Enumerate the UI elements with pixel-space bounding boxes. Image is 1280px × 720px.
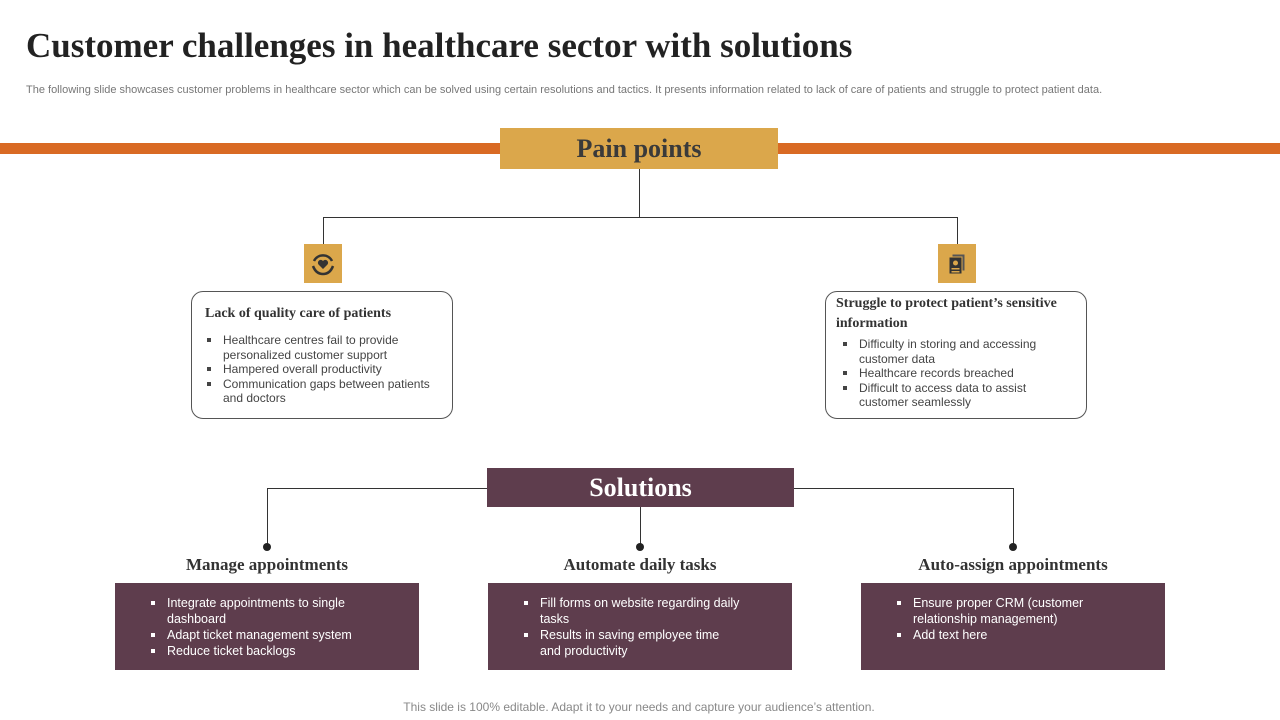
solution-title: Auto-assign appointments bbox=[918, 555, 1108, 574]
connector-line bbox=[323, 217, 958, 218]
solution-list bbox=[522, 595, 742, 659]
connector-line bbox=[267, 488, 268, 547]
list-item: Add text here bbox=[895, 627, 1115, 643]
list-item: Difficult to access data to assist customer seamlessly bbox=[841, 381, 1074, 410]
list-item: Reduce ticket backlogs bbox=[149, 643, 379, 659]
connector-line bbox=[639, 169, 640, 218]
list-item: Healthcare centres fail to provide personalized customer support bbox=[205, 333, 440, 362]
connector-dot bbox=[636, 543, 644, 551]
solution-box-manage bbox=[115, 583, 419, 670]
solution-box-automate bbox=[488, 583, 792, 670]
solution-list bbox=[895, 595, 1115, 643]
pain-point-list bbox=[205, 333, 440, 406]
list-item: Adapt ticket management system bbox=[149, 627, 379, 643]
connector-line bbox=[267, 488, 487, 489]
connector-line bbox=[1013, 488, 1014, 547]
pain-point-list bbox=[841, 337, 1074, 410]
list-item: Healthcare records breached bbox=[841, 366, 1074, 381]
pain-point-title: Struggle to protect patient’s sensitive information bbox=[836, 296, 1057, 331]
pain-point-card-data bbox=[825, 291, 1087, 419]
solution-list bbox=[149, 595, 379, 659]
connector-dot bbox=[1009, 543, 1017, 551]
list-item: Fill forms on website regarding daily tasks bbox=[522, 595, 742, 627]
page-title: Customer challenges in healthcare sector with solutions bbox=[26, 26, 853, 65]
pain-point-card-care bbox=[191, 291, 453, 419]
pain-points-header: Pain points bbox=[500, 128, 778, 169]
list-item: Integrate appointments to single dashboard bbox=[149, 595, 379, 627]
solution-box-auto-assign bbox=[861, 583, 1165, 670]
list-item: Ensure proper CRM (customer relationship management) bbox=[895, 595, 1115, 627]
pain-point-title: Lack of quality care of patients bbox=[205, 306, 392, 321]
page-subtitle: The following slide showcases customer problems in healthcare sector which can be solved using certain resolutions and tactics. It presents information related to lack of care of patients and struggle to protect patient data. bbox=[26, 84, 1103, 96]
footer-note: This slide is 100% editable. Adapt it to your needs and capture your audience’s attention. bbox=[403, 700, 875, 714]
connector-dot bbox=[263, 543, 271, 551]
connector-line bbox=[640, 507, 641, 547]
connector-line bbox=[957, 217, 958, 244]
list-item: Hampered overall productivity bbox=[205, 362, 440, 377]
solution-title: Automate daily tasks bbox=[563, 555, 717, 574]
solution-title: Manage appointments bbox=[186, 555, 348, 574]
orange-divider-right bbox=[778, 143, 1280, 154]
solutions-header: Solutions bbox=[487, 468, 794, 507]
orange-divider-left bbox=[0, 143, 500, 154]
hand-heart-icon bbox=[304, 244, 342, 283]
connector-line bbox=[323, 217, 324, 244]
list-item: Communication gaps between patients and doctors bbox=[205, 377, 440, 406]
connector-line bbox=[794, 488, 1014, 489]
list-item: Results in saving employee time and productivity bbox=[522, 627, 742, 659]
documents-icon bbox=[938, 244, 976, 283]
list-item: Difficulty in storing and accessing customer data bbox=[841, 337, 1074, 366]
